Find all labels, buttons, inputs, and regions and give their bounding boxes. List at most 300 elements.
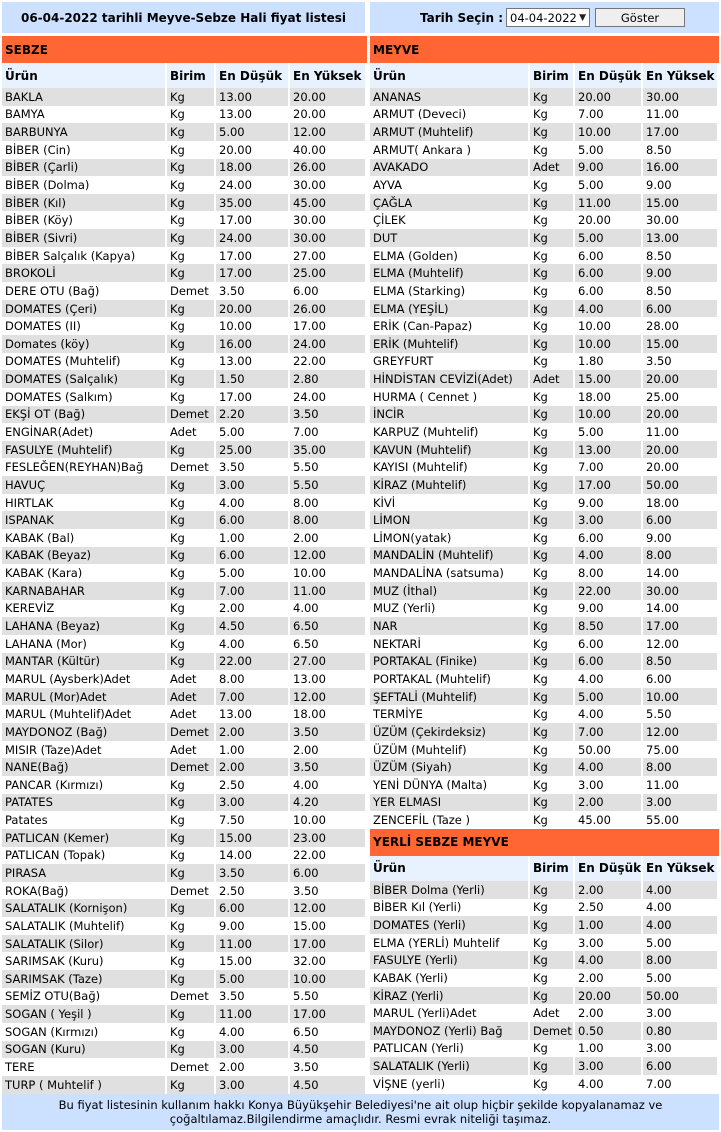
min-price: 7.00: [216, 582, 290, 600]
unit: Kg: [533, 813, 548, 828]
unit: Kg: [533, 1041, 548, 1056]
table-row: [370, 317, 719, 335]
table-row: [370, 899, 719, 917]
max-price: 12.00: [290, 899, 367, 917]
product-name: GREYFURT: [373, 354, 434, 369]
table-row: [2, 88, 367, 106]
unit: Kg: [167, 229, 216, 247]
product-name: İNCİR: [370, 406, 530, 424]
product-name: MARUL (Yerli)Adet: [373, 1006, 477, 1021]
unit: Kg: [533, 636, 548, 651]
product-name: KARPUZ (Muhtelif): [373, 424, 479, 439]
max-price: 24.00: [293, 389, 326, 404]
min-price: 3.00: [216, 1041, 290, 1059]
table-row: [370, 1075, 719, 1093]
min-price: 17.00: [219, 213, 252, 228]
max-price: 0.80: [643, 1022, 719, 1040]
unit: Kg: [530, 794, 575, 812]
unit: Kg: [533, 530, 548, 545]
product-name: YER ELMASI: [370, 794, 530, 812]
table-row: [2, 899, 367, 917]
product-name: MUZ (Yerli): [373, 601, 436, 616]
table-row: [370, 723, 719, 741]
min-price: 6.00: [216, 547, 290, 565]
max-price: 11.00: [290, 582, 367, 600]
max-price: 4.50: [290, 1076, 367, 1094]
min-price: 2.50: [219, 777, 245, 792]
min-price: 1.80: [578, 354, 604, 369]
min-price: 11.00: [216, 935, 290, 953]
unit: Kg: [167, 794, 216, 812]
product-name: ÜZÜM (Muhtelif): [373, 742, 467, 757]
table-row: [370, 423, 719, 441]
unit: Demet: [170, 989, 209, 1004]
max-price: 32.00: [293, 954, 326, 969]
product-name: BAMYA: [5, 107, 45, 122]
table-row: [370, 370, 719, 388]
product-name: ÇİLEK: [373, 213, 406, 228]
table-row: [370, 511, 719, 529]
max-price: 14.00: [646, 601, 679, 616]
product-name: SOGAN (Kırmızı): [5, 1024, 99, 1039]
date-select[interactable]: [506, 8, 590, 27]
product-name: ŞEFTALİ (Muhtelif): [370, 688, 530, 706]
unit: Kg: [530, 881, 575, 899]
unit: Kg: [533, 671, 548, 686]
unit: Kg: [533, 742, 548, 757]
min-price: 17.00: [575, 476, 643, 494]
min-price: 8.00: [219, 671, 245, 686]
product-name: BİBER Salçalık (Kapya): [5, 248, 136, 263]
product-name: KEREVİZ: [5, 601, 55, 616]
max-price: 28.00: [646, 319, 679, 334]
meyve-table: [370, 63, 719, 829]
sebze-section-title: SEBZE: [2, 36, 367, 63]
column-header: Ürün: [2, 63, 167, 88]
unit: Kg: [533, 566, 548, 581]
unit: Kg: [167, 935, 216, 953]
min-price: 2.20: [216, 406, 290, 424]
page-title: 06-04-2022 tarihli Meyve-Sebze Hali fiyat listesi: [2, 2, 365, 33]
table-row: [2, 141, 367, 159]
table-row: [370, 406, 719, 424]
unit: Kg: [167, 899, 216, 917]
max-price: 13.00: [293, 671, 326, 686]
min-price: 18.00: [578, 389, 611, 404]
min-price: 6.00: [575, 653, 643, 671]
max-price: 5.00: [646, 970, 672, 985]
table-row: [2, 282, 367, 300]
product-name: TERE: [5, 1060, 35, 1075]
table-row: [370, 741, 719, 759]
product-name: MANTAR (Kültür): [2, 653, 167, 671]
max-price: 12.00: [290, 123, 367, 141]
min-price: 16.00: [216, 335, 290, 353]
table-row: [370, 264, 719, 282]
unit: Kg: [167, 970, 216, 988]
table-row: [370, 670, 719, 688]
min-price: 7.00: [578, 460, 604, 475]
column-header: Ürün: [370, 63, 530, 88]
min-price: 20.00: [575, 88, 643, 106]
unit: Kg: [170, 1024, 185, 1039]
max-price: 17.00: [643, 617, 719, 635]
min-price: 3.50: [219, 460, 245, 475]
table-row: [370, 916, 719, 934]
max-price: 5.50: [293, 989, 319, 1004]
table-row: [370, 987, 719, 1005]
min-price: 3.50: [219, 989, 245, 1004]
min-price: 5.00: [216, 123, 290, 141]
table-row: [370, 247, 719, 265]
product-name: ELMA (YERLİ) Muhtelif: [373, 935, 500, 950]
max-price: 2.00: [293, 742, 319, 757]
unit: Kg: [533, 900, 548, 915]
min-price: 20.00: [575, 987, 643, 1005]
max-price: 20.00: [643, 406, 719, 424]
max-price: 23.00: [290, 829, 367, 847]
unit: Kg: [533, 319, 548, 334]
unit: Kg: [530, 229, 575, 247]
column-header: Birim: [167, 63, 216, 88]
max-price: 6.50: [293, 1024, 319, 1039]
product-name: HAVUÇ: [2, 476, 167, 494]
unit: Kg: [530, 511, 575, 529]
unit: Kg: [533, 248, 548, 263]
unit: Kg: [167, 617, 216, 635]
product-name: MARUL (Muhtelif)Adet: [5, 707, 132, 722]
unit: Demet: [167, 758, 216, 776]
table-row: [370, 951, 719, 969]
unit: Kg: [530, 916, 575, 934]
table-row: [2, 741, 367, 759]
product-name: HURMA ( Cennet ): [373, 389, 478, 404]
product-name: ARMUT (Muhtelif): [370, 123, 530, 141]
min-price: 6.00: [578, 636, 604, 651]
product-name: PORTAKAL (Muhtelif): [373, 671, 491, 686]
product-name: BROKOLİ: [2, 264, 167, 282]
product-name: KABAK (Yerli): [373, 970, 448, 985]
max-price: 6.00: [293, 283, 319, 298]
max-price: 7.00: [646, 1076, 672, 1091]
max-price: 6.00: [643, 1057, 719, 1075]
unit: Kg: [170, 178, 185, 193]
table-row: [2, 476, 367, 494]
product-name: MUZ (İthal): [370, 582, 530, 600]
product-name: MAYDONOZ (Yerli) Bağ: [370, 1022, 530, 1040]
unit: Kg: [530, 264, 575, 282]
min-price: 9.00: [578, 601, 604, 616]
product-name: PATLICAN (Kemer): [2, 829, 167, 847]
table-row: [370, 529, 719, 547]
min-price: 15.00: [575, 370, 643, 388]
min-price: 5.00: [575, 229, 643, 247]
max-price: 18.00: [293, 707, 326, 722]
product-name: FESLEĞEN(REYHAN)Bağ: [5, 460, 144, 475]
unit: Kg: [167, 476, 216, 494]
product-name: LİMON(yatak): [373, 530, 452, 545]
table-header-row: [370, 63, 719, 88]
max-price: 8.50: [646, 283, 672, 298]
product-name: LAHANA (Beyaz): [2, 617, 167, 635]
max-price: 20.00: [643, 441, 719, 459]
product-name: ISPANAK: [2, 511, 167, 529]
unit: Kg: [170, 813, 185, 828]
min-price: 2.00: [216, 758, 290, 776]
unit: Kg: [530, 88, 575, 106]
product-name: BARBUNYA: [2, 123, 167, 141]
max-price: 5.00: [646, 935, 672, 950]
unit: Demet: [170, 1060, 209, 1075]
unit: Kg: [170, 954, 185, 969]
product-name: MANDALİNA (satsuma): [373, 566, 504, 581]
unit: Kg: [530, 653, 575, 671]
unit: Kg: [170, 848, 185, 863]
max-price: 45.00: [290, 194, 367, 212]
product-name: BİBER Dolma (Yerli): [370, 881, 530, 899]
chevron-down-icon: ▼: [579, 12, 587, 23]
max-price: 17.00: [290, 1005, 367, 1023]
table-row: [370, 617, 719, 635]
table-row: [370, 282, 719, 300]
max-price: 8.00: [290, 511, 367, 529]
product-name: MANDALİN (Muhtelif): [370, 547, 530, 565]
min-price: 22.00: [216, 653, 290, 671]
table-row: [2, 847, 367, 865]
table-row: [370, 141, 719, 159]
unit: Kg: [170, 213, 185, 228]
unit: Kg: [167, 159, 216, 177]
table-row: [370, 176, 719, 194]
table-row: [2, 529, 367, 547]
product-name: TERMİYE: [373, 707, 423, 722]
unit: Kg: [170, 495, 185, 510]
max-price: 30.00: [290, 229, 367, 247]
min-price: 5.00: [219, 424, 245, 439]
meyve-section: [370, 36, 719, 829]
min-price: 17.00: [219, 389, 252, 404]
unit: Kg: [167, 547, 216, 565]
table-row: [2, 988, 367, 1006]
unit: Kg: [170, 248, 185, 263]
unit: Kg: [533, 777, 548, 792]
unit: Kg: [167, 264, 216, 282]
unit: Kg: [533, 389, 548, 404]
min-price: 3.00: [216, 794, 290, 812]
unit: Adet: [530, 370, 575, 388]
max-price: 10.00: [293, 566, 326, 581]
product-name: KARNABAHAR: [2, 582, 167, 600]
unit: Kg: [170, 319, 185, 334]
product-name: DOMATES (Yerli): [370, 916, 530, 934]
max-price: 6.00: [643, 511, 719, 529]
table-row: [2, 564, 367, 582]
product-name: ÇAĞLA: [370, 194, 530, 212]
product-name: LAHANA (Mor): [5, 636, 87, 651]
table-row: [2, 1058, 367, 1076]
max-price: 11.00: [646, 424, 679, 439]
unit: Kg: [533, 283, 548, 298]
unit: Kg: [530, 582, 575, 600]
product-name: TURP ( Muhtelif ): [2, 1076, 167, 1094]
max-price: 14.00: [646, 566, 679, 581]
table-row: [2, 864, 367, 882]
product-name: PIRASA: [2, 864, 167, 882]
unit: Kg: [167, 1076, 216, 1094]
column-header: Birim: [530, 856, 575, 881]
product-name: SEMİZ OTU(Bağ): [5, 989, 101, 1004]
product-name: SALATALIK (Muhtelif): [5, 918, 125, 933]
max-price: 26.00: [290, 159, 367, 177]
min-price: 11.00: [216, 1005, 290, 1023]
product-name: MAYDONOZ (Bağ): [2, 723, 167, 741]
product-name: DOMATES (Salkım): [5, 389, 113, 404]
max-price: 6.50: [293, 636, 319, 651]
min-price: 2.00: [575, 794, 643, 812]
unit: Kg: [170, 107, 185, 122]
max-price: 15.00: [643, 194, 719, 212]
table-row: [370, 353, 719, 371]
product-name: KABAK (Bal): [5, 530, 75, 545]
unit: Adet: [170, 742, 197, 757]
unit: Kg: [530, 194, 575, 212]
product-name: ERİK (Muhtelif): [370, 335, 530, 353]
table-row: [370, 194, 719, 212]
min-price: 4.00: [575, 951, 643, 969]
min-price: 1.00: [219, 530, 245, 545]
unit: Kg: [530, 335, 575, 353]
table-row: [370, 653, 719, 671]
max-price: 3.50: [293, 883, 319, 898]
product-name: BİBER (Kıl): [2, 194, 167, 212]
unit: Kg: [530, 758, 575, 776]
column-header: En Yüksek: [643, 856, 719, 881]
table-row: [2, 935, 367, 953]
min-price: 35.00: [216, 194, 290, 212]
unit: Kg: [533, 424, 548, 439]
max-price: 3.50: [646, 354, 672, 369]
unit: Kg: [533, 107, 548, 122]
min-price: 8.00: [578, 566, 604, 581]
max-price: 18.00: [646, 495, 679, 510]
table-row: [2, 494, 367, 512]
min-price: 9.00: [578, 495, 604, 510]
min-price: 6.00: [216, 899, 290, 917]
table-row: [370, 458, 719, 476]
max-price: 30.00: [293, 178, 326, 193]
min-price: 3.00: [578, 935, 604, 950]
min-price: 2.00: [578, 970, 604, 985]
show-button[interactable]: Göster: [595, 8, 685, 27]
unit: Kg: [533, 213, 548, 228]
max-price: 17.00: [290, 935, 367, 953]
sebze-section: [2, 36, 367, 1094]
min-price: 4.00: [578, 707, 604, 722]
product-name: KİRAZ (Muhtelif): [370, 476, 530, 494]
table-row: [2, 547, 367, 565]
table-row: [370, 705, 719, 723]
product-name: FASULYE (Muhtelif): [2, 441, 167, 459]
unit: Demet: [170, 460, 209, 475]
max-price: 9.00: [646, 178, 672, 193]
min-price: 1.00: [575, 916, 643, 934]
product-name: ROKA(Bağ): [5, 883, 69, 898]
product-name: NEKTARİ: [373, 636, 421, 651]
min-price: 6.00: [216, 511, 290, 529]
min-price: 2.50: [578, 900, 604, 915]
max-price: 6.50: [290, 617, 367, 635]
unit: Kg: [533, 970, 548, 985]
unit: Demet: [167, 723, 216, 741]
min-price: 3.00: [216, 476, 290, 494]
column-header: Birim: [530, 63, 575, 88]
min-price: 10.00: [219, 319, 252, 334]
min-price: 20.00: [216, 300, 290, 318]
product-name: KABAK (Beyaz): [2, 547, 167, 565]
product-name: PORTAKAL (Finike): [370, 653, 530, 671]
min-price: 13.00: [219, 707, 252, 722]
table-row: [2, 794, 367, 812]
product-name: LİMON: [370, 511, 530, 529]
unit: Kg: [533, 460, 548, 475]
max-price: 3.00: [646, 1006, 672, 1021]
max-price: 10.00: [643, 688, 719, 706]
table-row: [370, 1057, 719, 1075]
unit: Kg: [530, 688, 575, 706]
min-price: 15.00: [219, 954, 252, 969]
max-price: 20.00: [643, 370, 719, 388]
min-price: 6.00: [578, 283, 604, 298]
unit: Kg: [533, 707, 548, 722]
min-price: 7.00: [216, 688, 290, 706]
min-price: 2.50: [219, 883, 245, 898]
unit: Kg: [533, 142, 548, 157]
product-name: SOGAN ( Yeşil ): [2, 1005, 167, 1023]
table-row: [2, 511, 367, 529]
min-price: 18.00: [216, 159, 290, 177]
unit: Kg: [530, 300, 575, 318]
right-column: [370, 36, 719, 1093]
table-row: [2, 653, 367, 671]
max-price: 17.00: [293, 319, 326, 334]
table-row: [2, 353, 367, 371]
unit: Kg: [167, 511, 216, 529]
min-price: 1.00: [578, 1041, 604, 1056]
max-price: 4.00: [643, 881, 719, 899]
product-name: DOMATES (Çeri): [2, 300, 167, 318]
max-price: 4.50: [290, 1041, 367, 1059]
column-header: En Düşük: [575, 856, 643, 881]
min-price: 10.00: [575, 406, 643, 424]
product-name: PATLICAN (Topak): [5, 848, 106, 863]
unit: Kg: [167, 370, 216, 388]
max-price: 8.00: [643, 951, 719, 969]
max-price: 3.00: [643, 794, 719, 812]
max-price: 35.00: [290, 441, 367, 459]
table-row: [2, 1005, 367, 1023]
max-price: 5.50: [290, 476, 367, 494]
product-name: DOMATES (Muhtelif): [5, 354, 121, 369]
date-picker-bar: [370, 2, 719, 33]
table-row: [2, 264, 367, 282]
table-row: [370, 776, 719, 794]
min-price: 9.00: [575, 159, 643, 177]
min-price: 0.50: [575, 1022, 643, 1040]
unit: Kg: [530, 951, 575, 969]
table-row: [2, 388, 367, 406]
max-price: 27.00: [293, 248, 326, 263]
max-price: 11.00: [646, 777, 679, 792]
